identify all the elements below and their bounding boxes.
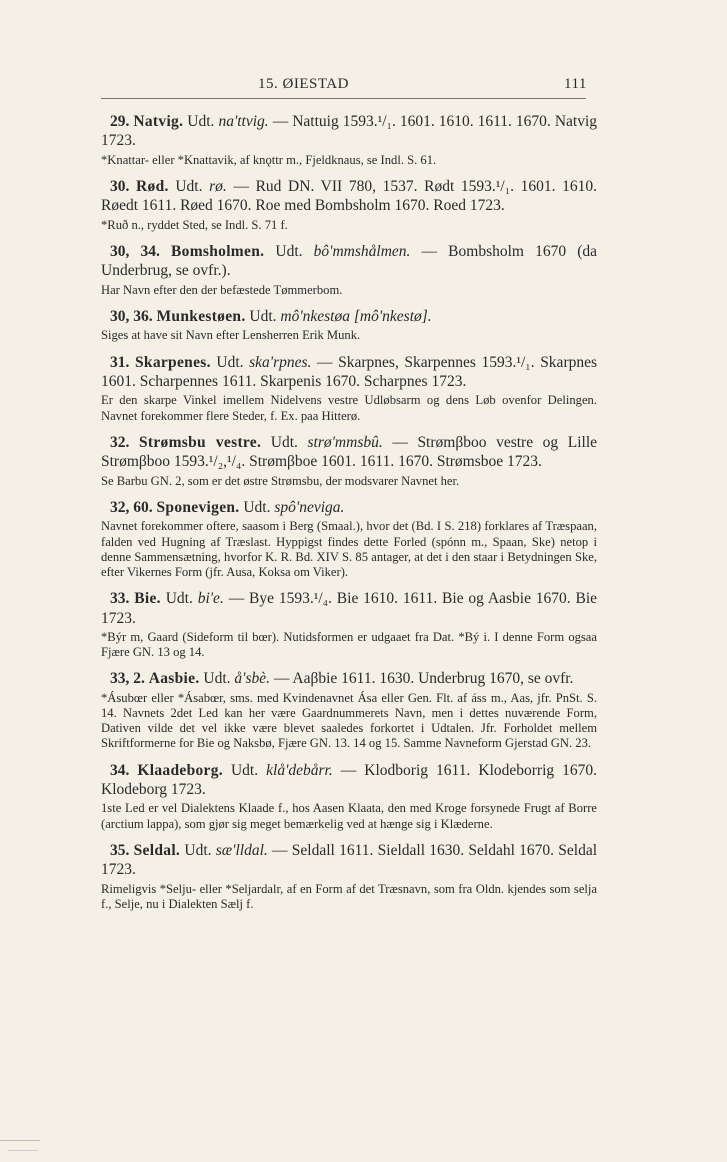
entry-note: Siges at have sit Navn efter Lensherren Erik Munk. xyxy=(101,328,361,343)
entry-heading: 29. Natvig. Udt. na'ttvig. — Nattuig 1593.¹/₁. 1601. 1610. 1611. 1670. Natvig 1723. xyxy=(101,113,598,150)
entry-heading: 32. Strømsbu vestre. Udt. strø'mmsbû. — Strømβboo vestre og Lille Strømβboo 1593.¹/₂,¹/₄. Strømβboe 1601. 1611. 1670. Strømsboe 1723. xyxy=(101,433,598,471)
entry-heading: 33, 2. Aasbie. Udt. å'sbè. — Aaβbie 1611. 1630. Underbrug 1670, se ovfr. xyxy=(110,670,574,688)
entry-skarpenes xyxy=(101,353,597,424)
entries-column xyxy=(101,112,597,921)
entry-heading: 33. Bie. Udt. bi'e. — Bye 1593.¹/₄. Bie 1610. 1611. Bie og Aasbie 1670. Bie 1723. xyxy=(101,590,598,627)
entry-heading: 30, 36. Munkestøen. Udt. mô'nkestøa [mô'nkestø]. xyxy=(110,308,432,326)
entry-note: *Ruð n., ryddet Sted, se Indl. S. 71 f. xyxy=(101,217,288,232)
chapter-title: 15. ØIESTAD xyxy=(258,76,349,92)
entry-note: Navnet forekommer oftere, saasom i Berg (Smaal.), hvor det (Bd. I S. 218) forklares af Træspaan, falden ved Hugning af Træslast. Hyppigst findes dette Forled (spónn m., Spaan, Ske) netop i denne Sammensætning, hvorfor K. R. Bd. XIV S. 85 antager, at det i den staar i Betydningen Ske, efter Vikernes Form (jfr. Ausa, Koksa om Viker). xyxy=(101,519,597,579)
entry-note: 1ste Led er vel Dialektens Klaade f., hos Aasen Klaata, den med Kroge forsynede Frugt af Borre (arctium lappa), som gjør sig meget bemærkelig ved at hænge sig i Klæderne. xyxy=(101,801,597,831)
page-number: 111 xyxy=(564,76,587,92)
entry-note: Er den skarpe Vinkel imellem Nidelvens vestre Udløbsarm og dens Løb ovenfor Delingen. Navnet forekommer flere Steder, f. Ex. paa Hitterø. xyxy=(101,393,597,423)
entry-note: *Ásubœr eller *Ásabœr, sms. med Kvindenavnet Ása eller Gen. Flt. af áss m., Aas, jfr. PnSt. S. 14. Navnets 2det Led kan her være Gaardnummerets Navn, men i dettes nuværende Form, Dativen vilde det vel ikke være blevet saaledes forkortet i Udtalen. Jfr. Forholdet mellem Skriftformerne for Bie og Naksbø, Fjære GN. 13. 14 og 15. Samme Navneform Gjerstad GN. 23. xyxy=(101,690,597,751)
running-header xyxy=(0,76,727,98)
entry-heading: 35. Seldal. Udt. sæ'lldal. — Seldall 1611. Sieldall 1630. Seldahl 1670. Seldal 1723. xyxy=(101,841,598,879)
entry-rod xyxy=(101,177,597,233)
entry-natvig xyxy=(101,112,597,168)
entry-note: Rimeligvis *Selju- eller *Seljardalr, af en Form af det Træsnavn, som fra Oldn. kjendes som selja f., Selje, nu i Dialekten Sælj f. xyxy=(101,881,597,911)
entry-klaadeborg xyxy=(101,761,597,832)
entry-bie xyxy=(101,589,597,660)
entry-note: Har Navn efter den der befæstede Tømmerbom. xyxy=(101,282,343,297)
entry-munkestoen xyxy=(101,307,597,344)
scan-edge-mark xyxy=(8,1150,38,1151)
entry-heading: 32, 60. Sponevigen. Udt. spô'neviga. xyxy=(110,498,345,516)
entry-sponevigen xyxy=(101,498,597,580)
entry-seldal xyxy=(101,841,597,912)
entry-heading: 30, 34. Bomsholmen. Udt. bô'mmshålmen. — Bombsholm 1670 (da Underbrug, se ovfr.). xyxy=(101,243,597,280)
entry-note: *Knattar- eller *Knattavik, af knǫttr m., Fjeldknaus, se Indl. S. 61. xyxy=(101,152,437,167)
header-rule xyxy=(101,98,586,99)
entry-heading: 30. Rød. Udt. rø. — Rud DN. VII 780, 1537. Rødt 1593.¹/₁. 1601. 1610. Røedt 1611. Røed 1670. Roe med Bombsholm 1670. Roed 1723. xyxy=(101,178,598,215)
entry-note: *Býr m, Gaard (Sideform til bœr). Nutidsformen er udgaaet fra Dat. *Bý i. I denne Form ogsaa Fjære GN. 13 og 14. xyxy=(101,629,597,660)
entry-note: Se Barbu GN. 2, som er det østre Strømsbu, der modsvarer Navnet her. xyxy=(101,473,460,488)
entry-bomsholmen xyxy=(101,242,597,298)
entry-stromsbu-vestre xyxy=(101,433,597,489)
scan-edge-mark xyxy=(0,1140,40,1141)
entry-aasbie xyxy=(101,669,597,751)
entry-heading: 34. Klaadeborg. Udt. klå'debårr. — Klodborig 1611. Klodeborrig 1670. Klodeborg 1723. xyxy=(101,761,598,798)
entry-heading: 31. Skarpenes. Udt. ska'rpnes. — Skarpnes, Skarpennes 1593.¹/₁. Skarpnes 1601. Scharpennes 1611. Skarpenis 1670. Scharpnes 1723. xyxy=(101,353,598,391)
